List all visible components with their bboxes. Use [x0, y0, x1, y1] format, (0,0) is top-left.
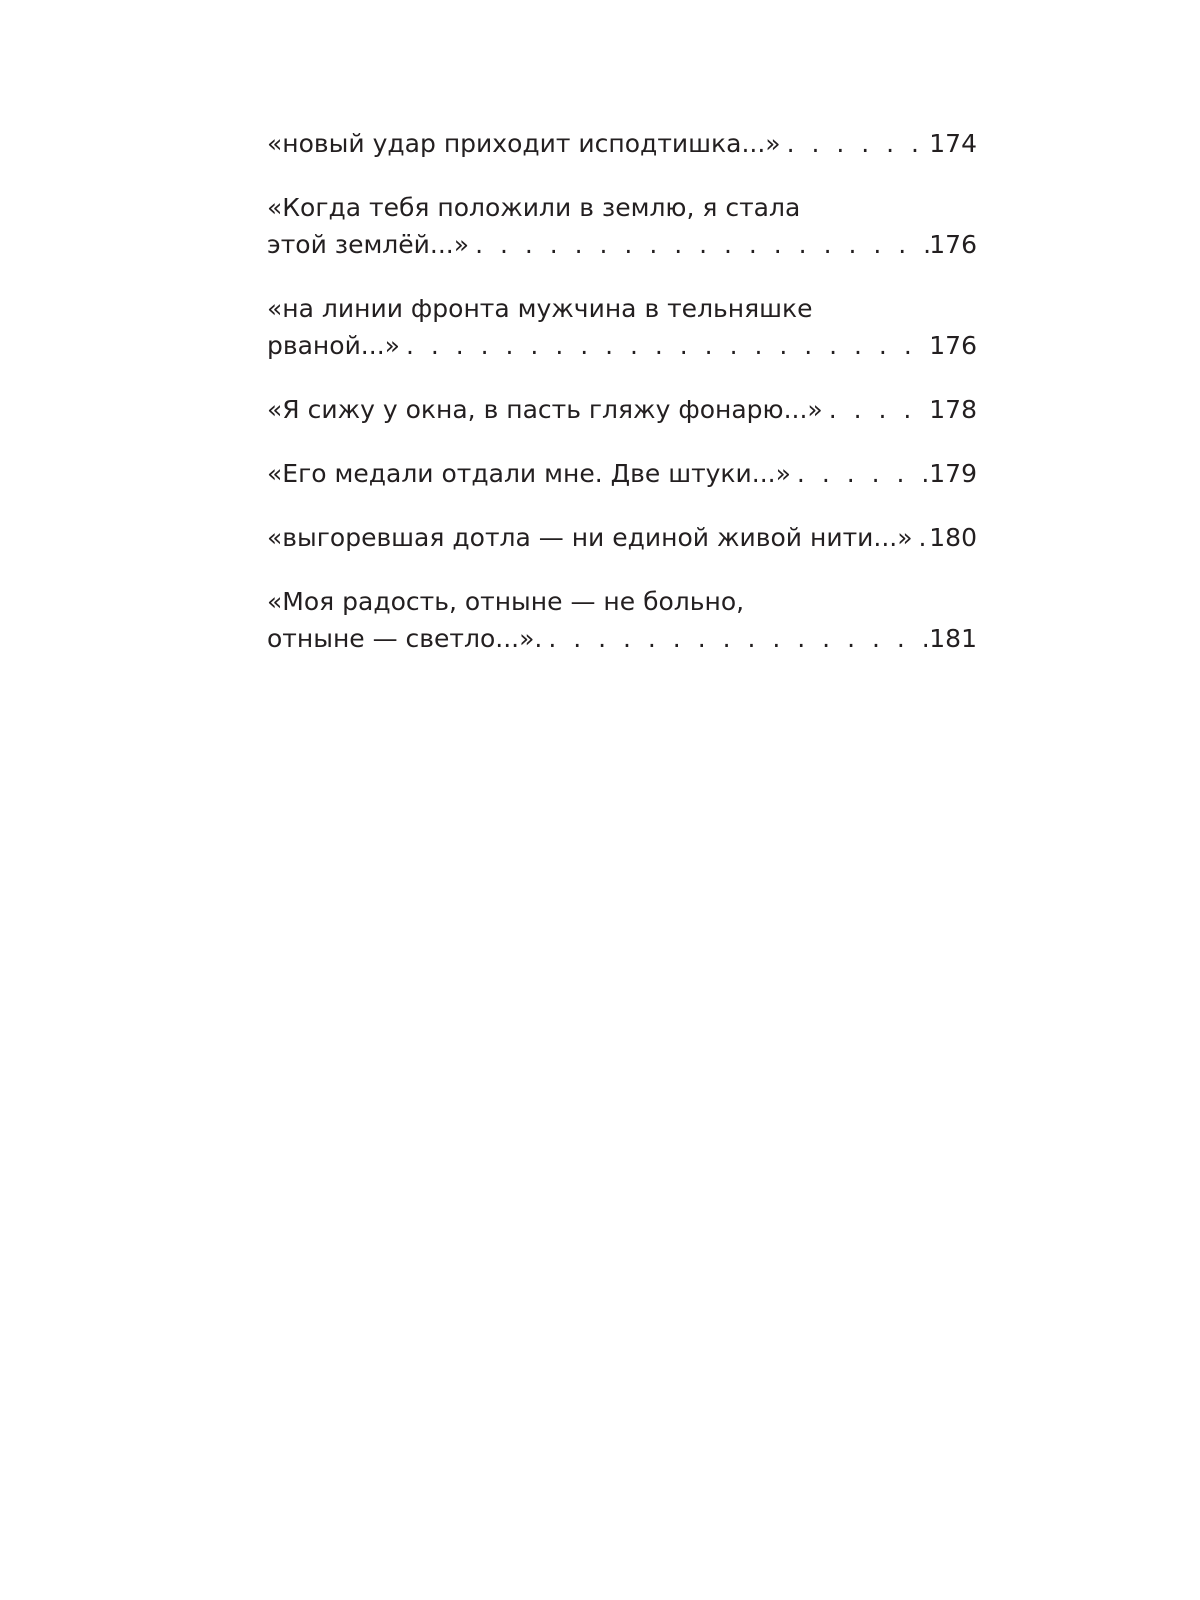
toc-entry-row	[267, 327, 977, 364]
toc-entry-row	[267, 620, 977, 657]
dot-leader	[913, 519, 930, 556]
toc-entry-row	[267, 391, 977, 428]
toc-entry-row	[267, 226, 977, 263]
toc-entry-title-line: «Моя радость, отныне — не больно,	[267, 587, 745, 616]
toc-entry[interactable]	[267, 519, 977, 556]
toc-page-number: 179	[929, 455, 977, 492]
toc-entry[interactable]	[267, 189, 977, 263]
toc-entry[interactable]	[267, 583, 977, 657]
toc-entry-title: отныне — светло...».	[267, 624, 543, 653]
toc-entry-title: «Его медали отдали мне. Две штуки...»	[267, 459, 791, 488]
toc-entry-title-line: «Когда тебя положили в землю, я стала	[267, 193, 801, 222]
toc-entry[interactable]	[267, 455, 977, 492]
toc-entry[interactable]	[267, 125, 977, 162]
toc-page-number: 181	[929, 620, 977, 657]
toc-entry[interactable]	[267, 391, 977, 428]
toc-page-number: 178	[929, 391, 977, 428]
toc-entry-row	[267, 519, 977, 556]
toc-entry-row	[267, 455, 977, 492]
toc-entry-title: «Я сижу у окна, в пасть гляжу фонарю...»	[267, 395, 823, 424]
toc-page-number: 176	[929, 327, 977, 364]
toc-page-number: 176	[929, 226, 977, 263]
dot-leader	[469, 226, 929, 263]
toc-entry-title: этой землёй...»	[267, 230, 470, 259]
table-of-contents	[267, 125, 977, 684]
dot-leader	[823, 391, 930, 428]
toc-entry[interactable]	[267, 290, 977, 364]
toc-entry-title: «новый удар приходит исподтишка...»	[267, 129, 781, 158]
dot-leader	[542, 620, 929, 657]
dot-leader	[400, 327, 929, 364]
toc-entry-title: рваной...»	[267, 331, 400, 360]
toc-page-number: 174	[929, 125, 977, 162]
toc-entry-title: «выгоревшая дотла — ни единой живой нити...»	[267, 523, 913, 552]
toc-entry-title-line: «на линии фронта мужчина в тельняшке	[267, 294, 813, 323]
dot-leader	[791, 455, 929, 492]
dot-leader	[781, 125, 930, 162]
toc-page-number: 180	[929, 519, 977, 556]
toc-entry-row	[267, 125, 977, 162]
